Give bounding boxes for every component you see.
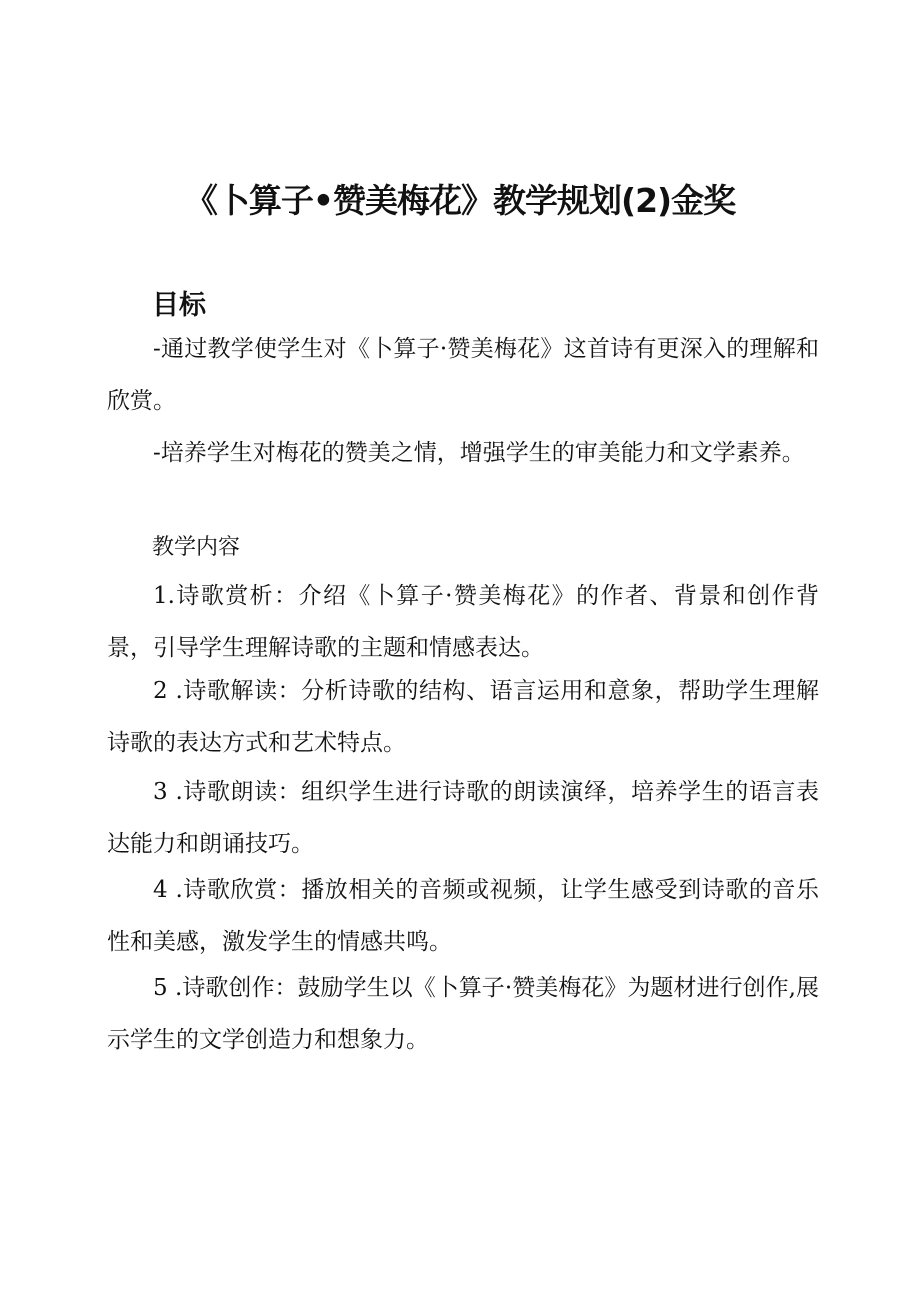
content-item-5: 5 .诗歌创作：鼓励学生以《卜算子·赞美梅花》为题材进行创作,展示学生的文学创造力和想象力。 <box>107 975 819 1053</box>
content-item-1: 1.诗歌赏析：介绍《卜算子·赞美梅花》的作者、背景和创作背景，引导学生理解诗歌的主题和情感表达。 <box>107 583 819 661</box>
goals-heading: 目标 <box>152 290 206 321</box>
goal-item-2: -培养学生对梅花的赞美之情，增强学生的审美能力和文学素养。 <box>153 440 805 466</box>
goal-item-1: -通过教学使学生对《卜算子·赞美梅花》这首诗有更深入的理解和欣赏。 <box>107 336 819 414</box>
document-title: 《卜算子•赞美梅花》教学规划(2)金奖 <box>184 181 736 220</box>
content-item-4: 4 .诗歌欣赏：播放相关的音频或视频，让学生感受到诗歌的音乐性和美感，激发学生的情感共鸣。 <box>107 877 819 955</box>
content-item-2: 2 .诗歌解读：分析诗歌的结构、语言运用和意象，帮助学生理解诗歌的表达方式和艺术特点。 <box>107 678 819 756</box>
content-heading: 教学内容 <box>152 535 241 560</box>
content-item-3: 3 .诗歌朗读：组织学生进行诗歌的朗读演绎，培养学生的语言表达能力和朗诵技巧。 <box>107 779 819 857</box>
